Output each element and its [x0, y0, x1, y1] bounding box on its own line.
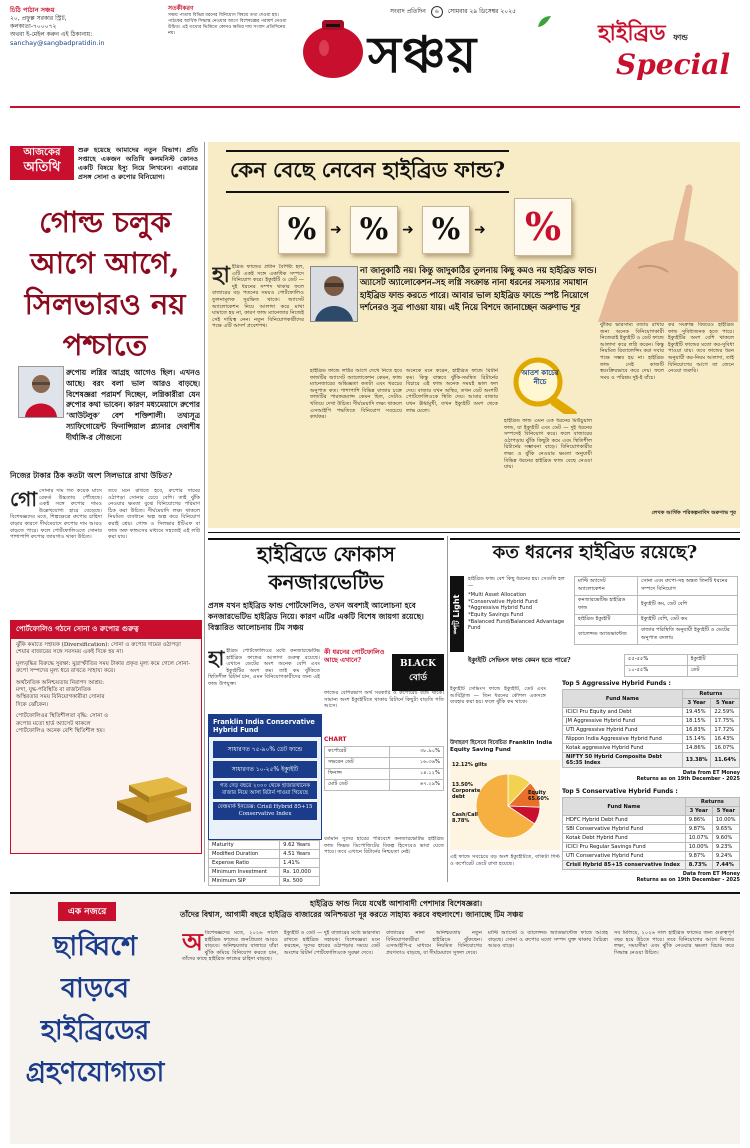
col-fund: Fund Name — [563, 798, 686, 816]
type-name: কনজারভেটিভ হাইব্রিড ফান্ড — [575, 596, 638, 615]
hero-body: হাইব্রিড ফান্ড এমন এক ধরনের মিউচুয়াল ফান্ড, যা ইক্যুইটি এবং ডেট — দুই ধরনের সম্পদেই বিনিয়োগ করে। ফলে বাজারের ওঠাপড়ায় ঝুঁকি কিছুটা কমে এবং স্থিতিশীল রিটার্নের সম্ভাবনা বাড়ে। বিনিয়োগকারীর লক্ষ্য ও ঝুঁকি নেওয়ার ক্ষমতা অনুযায়ী বিভিন্ন ধরনের হাইব্রিড ফান্ড বেছে নেওয়া যায়। — [504, 418, 592, 471]
magnifier-badge-text: আতশ কাচের নীচে — [521, 368, 559, 386]
letters-title: চিঠি পাঠান সঞ্চয় — [10, 6, 55, 14]
portfolio-point: ঝুঁকি কমাতে সহায়ক (Diversification): সোনা ও রুপোর দামের ওঠাপড়া শেয়ার বাজারের সঙ্গে সবসময় একই দিকে হয় না। — [16, 642, 181, 656]
stat-label: Modified Duration — [209, 850, 280, 859]
alloc-value: ১৪.১২% — [390, 769, 444, 780]
return-item: গত দেড় বছরে ২০০০ থেকে হাজারখানেক বাজার নিয়ে আসা রিটার্ন পাওয়া গিয়েছে — [213, 781, 317, 799]
value-cell: 17.72% — [711, 726, 740, 735]
table-row — [575, 626, 738, 645]
table-header-row — [563, 690, 740, 699]
conservative-section — [208, 536, 444, 882]
hero-body: হা ইব্রিড ফান্ডের প্রধান বৈশিষ্ট্য হল, এটি একই সঙ্গে একাধিক সম্পদে বিনিয়োগ করে। ইক্যুইটি ও ডেট — দুই ধরনের সম্পদ থাকার ফলে বাজারের বড় পতনের সময়ও পোর্টফোলিও তুলনামূলক সুরক্ষিত থাকে। অ্যাসেট অ্যালোকেশন নিয়ে আলাদা করে মাথা ঘামাতে হয় না, কারণ ফান্ড ম্যানেজার নিজেই সেই দায়িত্ব নেন। নতুন বিনিয়োগকারীদের পক্ষে এটি আদর্শ প্রবেশপথ। — [212, 264, 304, 330]
table-header-row — [563, 798, 740, 807]
pie-chart — [450, 760, 560, 850]
pie-label: Equity 65.60% — [528, 790, 549, 802]
blackboard-tag: BLACK বোর্ড — [392, 654, 444, 691]
type-name: মাল্টি অ্যাসেট অ্যালোকেশন — [575, 577, 638, 596]
issue-label: সংবাদ প্রতিদিন — [390, 8, 426, 15]
header — [0, 0, 750, 108]
masthead: সঞ্চয় — [368, 25, 478, 84]
conservative-body: হা ইব্রিড পোর্টফোলিওর মধ্যে কনজারভেটিভ হাইব্রিড ফান্ডের আলাদা গুরুত্ব রয়েছে। এখানে ডেটের অংশ অনেক বেশি এবং ইক্যুইটির অংশ কম। তাই কম ঝুঁকিতে স্থিতিশীল রিটার্ন চান, এমন বিনিয়োগকারীদের জন্য এই ফান্ড উপযুক্ত। — [208, 648, 320, 687]
portfolio-box-title: পোর্টফোলিও গঠনে সোনা ও রুপোর গুরুত্ব — [11, 621, 201, 639]
types-table — [574, 576, 738, 645]
list-item: *Balanced Fund/Balanced Advantage Fund — [468, 618, 565, 632]
value-cell: 22.59% — [711, 708, 740, 717]
section-label-line1: আজকের — [23, 147, 61, 158]
value-cell: 10.00% — [685, 843, 712, 852]
conservative-table-title: Top 5 Conservative Hybrid Funds : — [562, 788, 678, 795]
conservative-intro: প্রসঙ্গ যখন হাইব্রিড ফান্ড পোর্টফোলিও, তখন অবশ্যই আলোচনা হবে কনজারভেটিভ হাইব্রিড নিয়ে। কারণ এটির একটি বিশেষ জায়গা রয়েছে। বিস্তারিত আলোচনায় টিম সঞ্চয় — [208, 601, 424, 632]
hero-section — [208, 142, 740, 528]
value-cell: 16.07% — [711, 744, 740, 753]
table-row — [209, 841, 320, 850]
table-row — [563, 861, 740, 870]
fund-cell: SBI Conservative Hybrid Fund — [563, 825, 686, 834]
conservative-table-block — [562, 788, 740, 882]
special-sub: ফান্ড — [673, 32, 688, 42]
aggressive-source-date: Returns as on 19th December - 2025 — [636, 776, 740, 782]
table-row — [563, 843, 740, 852]
value-cell: 16.83% — [682, 726, 711, 735]
bottom-body: বাজারের নানা অনিশ্চয়তায় নতুন বিনিয়োগকারীরা হাইব্রিডে ঝুঁকছেন। এসআইপি-র মাধ্যমে নিয়মিত বিনিয়োগের প্রবণতাও বাড়ছে, যা দীর্ঘমেয়াদে সুফল দেবে। — [386, 930, 482, 956]
percent-block: % — [350, 206, 398, 254]
table-row — [563, 735, 740, 744]
fund-cell: NIFTY 50 Hybrid Composite Debt 65:35 Index — [563, 753, 683, 768]
table-row — [563, 717, 740, 726]
piggy-pot-logo — [298, 10, 368, 80]
aggressive-table — [562, 689, 740, 768]
types-section — [450, 536, 740, 882]
conservative-title: হাইব্রিডে ফোকাস কনজারভেটিভ — [208, 538, 444, 596]
value-cell: 17.75% — [711, 717, 740, 726]
fund-cell: Kotak aggressive Hybrid Fund — [563, 744, 683, 753]
types-body: এই ফান্ডে সবচেয়ে বড় অংশ ইক্যুইটিতে, বাকিটা গিল্ট ও কর্পোরেট ডেটে রাখা হয়েছে। — [450, 854, 560, 867]
col-returns: Returns — [685, 798, 739, 807]
issue-date: সোমবার ২৯ ডিসেম্বর ২০২৫ — [447, 8, 516, 15]
magnifier-badge — [504, 356, 590, 414]
special-word: Special — [616, 48, 731, 81]
list-item: *Aggressive Hybrid Fund — [468, 605, 533, 612]
list-item: *Equity Savings Fund — [468, 611, 524, 618]
table-row — [325, 747, 444, 758]
value-cell: 7.44% — [712, 861, 739, 870]
portfolio-box — [10, 620, 202, 854]
pct: ১০-৫৫% — [625, 666, 688, 677]
aggressive-block — [562, 680, 740, 784]
alloc-label: কর্পোরেট — [325, 747, 390, 758]
hand-image — [578, 182, 738, 322]
pie-label: Cash/Call 8.78% — [452, 812, 478, 824]
aggressive-source: Data from ET Money — [682, 770, 740, 776]
guest-column — [10, 142, 200, 882]
value-cell: 9.24% — [712, 852, 739, 861]
types-list-intro: হাইব্রিড ফান্ড বেশ কিছু ধরনের হয়। সেগুলি হল — — [468, 576, 565, 589]
asset: ইক্যুইটি — [687, 655, 737, 666]
stat-label: Expense Ratio — [209, 859, 280, 868]
percent-block-highlight: % — [514, 198, 572, 256]
table-row — [625, 666, 738, 677]
conservative-body: ফান্ডের বেশিরভাগ অর্থ সরকারি ও কর্পোরেট বন্ডে থাকে। সামান্য অংশ ইক্যুইটিতে থাকায় রিটার্নে কিছুটা বাড়তি গতি আসে। — [324, 690, 444, 710]
fund-card — [208, 714, 322, 840]
special-banner — [598, 20, 738, 90]
col-fund: Fund Name — [563, 690, 683, 708]
equity-savings-table — [624, 654, 738, 677]
fund-cell: ICICI Pru Equity and Debt — [563, 708, 683, 717]
glance-label: এক নজরে — [58, 902, 116, 921]
leaf-icon — [536, 14, 552, 33]
type-name: হাইব্রিড ইক্যুইটি — [575, 615, 638, 626]
stat-label: Minimum SIP — [209, 877, 280, 886]
guest-body: গো সোনার দাম গত কয়েক মাসে রেকর্ড উচ্চতায় পৌঁছেছে। একই সঙ্গে রুপোর দামও উল্লেখযোগ্য হারে বেড়েছে। বিশেষজ্ঞদের মতে, শিল্পক্ষেত্রে রুপোর চাহিদা বাড়ার কারণে দীর্ঘমেয়াদে রুপোর দাম আরও বাড়তে পারে। ফলে পোর্টফোলিওতে সোনার পাশাপাশি রুপোর জায়গাও থাকা উচিত। — [10, 488, 102, 541]
hero-quote: না জানুকাঠি নয়। কিন্তু জাদুকাঠির তুলনায় কিছু কমও নয় হাইব্রিড ফান্ড। অ্যাসেট অ্যালোকেশন-সহ লগ্নি সংক্রান্ত নানা ধরনের সমস্যার সমাধান হাইব্রিড ফান্ড করতে পারে। আবার ভাল হাইব্রিড ফান্ডে স্পষ্ট নিয়োগে দর্শনেরও সুত্র পাওয়া যায়। এই নিয়ে বিশদে জানাচ্ছেন অরুণাভ শূর — [360, 265, 597, 312]
arrow-icon: ➜ — [474, 222, 486, 238]
disclaimer-text: সঞ্চয় পাতায় বিভিন্ন ধরনের বিনিয়োগ বিষয়ে তথ্য দেওয়া হয়। পাঠকের আর্থিক সিদ্ধান্ত নেওয়ার আগে বিশেষজ্ঞের পরামর্শ নেওয়া উচিত। এই তথ্যের ভিত্তিতে কোনও ক্ষতির দায় সংবাদ প্রতিদিনের নয়। — [168, 12, 287, 36]
value-cell: 15.14% — [682, 735, 711, 744]
value-cell: 9.86% — [685, 816, 712, 825]
conservative-body: বর্তমান সুদের হারের পরিবেশে কনজারভেটিভ হাইব্রিড ফান্ড ফিক্সড ডিপোজিটের বিকল্প হিসেবেও ভাবা যেতে পারে। তবে এখানে রিটার্নের নিশ্চয়তা নেই। — [324, 836, 444, 856]
section-intro: শুরু হয়েছে আমাদের নতুন বিভাগ। প্রতি সপ্তাহে একজন অতিথি কলমনিস্ট কোনও একটি বিষয়ে ইস্যু নিয়ে লিখবেন। এবারের প্রসঙ্গ সোনা ও রুপোর বিনিয়োগ। — [78, 146, 198, 181]
type-desc: ইক্যুইটি বেশি, ডেট কম — [638, 615, 738, 626]
table-row — [563, 726, 740, 735]
list-item: *Multi Asset Allocation — [468, 592, 527, 599]
spotlight-tag: স্পট Light — [450, 576, 464, 652]
alloc-label: ফিনান্স — [325, 769, 390, 780]
value-cell: 9.65% — [712, 825, 739, 834]
stat-value: 1.41% — [280, 859, 320, 868]
value-cell: 9.87% — [685, 852, 712, 861]
stat-label: Minimum Investment — [209, 868, 280, 877]
alloc-label: সভরেন ডেট — [325, 758, 390, 769]
table-row — [625, 655, 738, 666]
hero-title: কেন বেছে নেবেন হাইব্রিড ফান্ড? — [226, 150, 509, 193]
value-cell: 11.64% — [711, 753, 740, 768]
allocation-chart — [324, 736, 444, 836]
value-cell: 8.73% — [685, 861, 712, 870]
table-row — [563, 852, 740, 861]
alloc-value: ১৬.৩৬% — [390, 758, 444, 769]
special-title-text: হাইব্রিড — [598, 20, 666, 46]
guest-headline: গোল্ড চলুক আগে আগে, সিলভারও নয় পশ্চাতে — [24, 205, 186, 362]
value-cell: 10.07% — [685, 834, 712, 843]
value-cell: 9.60% — [712, 834, 739, 843]
value-cell: 18.15% — [682, 717, 711, 726]
types-list — [468, 576, 568, 632]
type-desc: সোনা এবং রুপো-সহ অন্তত তিনটি ধরনের সম্পদে বিনিয়োগ — [638, 577, 738, 596]
author-photo — [310, 266, 358, 322]
hero-body: ঝুঁকির ভারসাম্য বজায় রাখার জন্য অনেক বিনিয়োগকারী নিজেরাই ইক্যুইটি ও ডেট ফান্ডে আলাদা করে লগ্নি করেন। কিন্তু নিয়মিত রিব্যালেন্সিং করা সবার পক্ষে সম্ভব হয় না। হাইব্রিড ফান্ড সেই কাজটি স্বয়ংক্রিয়ভাবে করে দেয়। ফলে সময় ও পরিশ্রম দুই-ই বাঁচে। — [600, 322, 664, 381]
col-5y: 5 Year — [711, 699, 740, 708]
fund-cell: Nippon India Aggressive Hybrid Fund — [563, 735, 683, 744]
value-cell: 19.45% — [682, 708, 711, 717]
address-line: ২০, প্রফুল্ল সরকার স্ট্রিট, — [10, 15, 67, 22]
alloc-label: মোট ডেট — [325, 780, 390, 791]
table-row — [575, 577, 738, 596]
gold-bars-image — [111, 751, 197, 825]
stat-value: 9.62 Years — [280, 841, 320, 850]
table-row — [325, 780, 444, 791]
table-row — [563, 753, 740, 768]
table-row — [325, 758, 444, 769]
pie-title: উদাহরণ হিসেবে বিবেচিত Franklin India Equity Saving Fund — [450, 740, 553, 753]
stat-value: 4.51 Years — [280, 850, 320, 859]
stat-value: Rs. 500 — [280, 877, 320, 886]
table-row — [563, 825, 740, 834]
pie-label: 12.12% gilts — [452, 762, 487, 768]
types-body: ইক্যুইটি সেভিংস ফান্ডে ইক্যুইটি, ডেট এবং আর্বিট্রাজ — তিন ধরনের কৌশল একসঙ্গে ব্যবহার করা হয়। ফলে ঝুঁকি কম থাকে। — [450, 686, 546, 706]
arrow-icon: ➜ — [402, 222, 414, 238]
table-row — [209, 859, 320, 868]
bottom-headline: ছাব্বিশে বাড়বে হাইব্রিডের গ্রহণযোগ্যতা — [25, 931, 165, 1088]
fund-cell: HDFC Hybrid Debt Fund — [563, 816, 686, 825]
lead-question: নিজের টাকার ঠিক কতটা অংশ সিলভারে রাখা উচিত? — [10, 471, 173, 480]
alloc-value: ৬৭.২৯% — [390, 780, 444, 791]
hero-body: অনেকে মনে করেন, হাইব্রিড ফান্ডে রিটার্ন কম। কিন্তু বাস্তবে ঝুঁকি-সমন্বিত রিটার্নের বিচারে এই ফান্ড অনেক সময়ই ভাল ফল দেয়। বাজার যখন অস্থির, তখন ডেট অংশটি পোর্টফোলিওকে স্থিতি দেয়। আবার বাজার যখন ঊর্ধ্বমুখী, তখন ইক্যুইটি অংশ থেকে লাভ মেলে। — [406, 368, 498, 414]
bottom-point: মাল্টি অ্যাসেট ও ব্যালেন্সড অ্যাডভান্টেজ ফান্ডে আগ্রহ বাড়ছে। — [488, 930, 608, 943]
portfolio-point: মূল্যবৃদ্ধির বিরুদ্ধে সুরক্ষা: মুদ্রাস্ফীতির সময় টাকার প্রকৃত মূল্য কমে গেলে সোনা-রুপো সম্পদের মূল্য ধরে রাখতে সাহায্য করে। — [16, 660, 191, 675]
value-cell: 13.38% — [682, 753, 711, 768]
section-label — [10, 146, 74, 180]
fund-cell: JM Aggressive Hybrid Fund — [563, 717, 683, 726]
fund-cell: Kotak Debt Hybrid Fund — [563, 834, 686, 843]
col-5y: 5 Year — [712, 807, 739, 816]
allocation-table — [324, 746, 444, 791]
percent-block: % — [422, 206, 470, 254]
issue-line — [390, 6, 516, 18]
alloc-value: ৩৮.৯০% — [390, 747, 444, 758]
disclaimer-box — [168, 6, 288, 37]
author-photo — [18, 366, 64, 418]
hero-body: কর সংক্রান্ত বিষয়েও হাইব্রিড ফান্ড সুবিধাজনক হতে পারে। ইক্যুইটির অংশ বেশি থাকলে ইক্যুইটি ফান্ডের মতো কর-সুবিধা পাওয়া যায়। তবে ফান্ডের ধরন অনুযায়ী কর-নিয়ম আলাদা, তাই বিনিয়োগের আগে তা জেনে নেওয়া জরুরি। — [668, 322, 734, 375]
author-note: লেখক আর্থিক পরিকল্পনাবিদ অরুণাভ শূর — [651, 510, 736, 516]
col-returns: Returns — [682, 690, 739, 699]
value-cell: 14.86% — [682, 744, 711, 753]
return-item: বেঞ্চমার্ক ইনডেক্স: Crisil Hybrid 85+15 Conservative Index — [213, 802, 317, 820]
disclaimer-title: সতর্কীকরণ — [168, 5, 194, 12]
table-row — [563, 744, 740, 753]
portfolio-points — [11, 639, 201, 738]
bottom-point: বাজারের নানা অনিশ্চয়তায় নতুন বিনিয়োগকারীরা হাইব্রিডে ঝুঁকছেন। — [386, 930, 482, 943]
table-row — [563, 708, 740, 717]
table-row — [575, 596, 738, 615]
value-cell: 16.43% — [711, 735, 740, 744]
table-row — [563, 816, 740, 825]
letters-box — [10, 6, 140, 48]
conservative-table-source-date: Returns as on 19th December - 2025 — [636, 877, 740, 883]
table-row — [575, 615, 738, 626]
return-item: সাধারণত ৭৫-৯০% ডেট ফান্ডে — [213, 741, 317, 758]
equity-savings-question: ইক্যুইটি সেভিংস ফান্ড কেমন হতে পারে? — [468, 656, 571, 664]
types-title: কত ধরনের হাইব্রিড রয়েছে? — [450, 538, 740, 566]
value-cell: 10.00% — [712, 816, 739, 825]
table-row — [209, 877, 320, 886]
bottom-body: ইক্যুইটি ও ডেট — দুই বাজারের মধ্যে ভারসাম্য রাখতে হাইব্রিড সহায়ক। বিশেষজ্ঞরা মনে করছেন, সুদের হারের ওঠাপড়ার সময়ে ডেট অংশের রিটার্ন পোর্টফোলিওকে সুরক্ষা দেবে। — [284, 930, 380, 956]
pct: ৫৫-৫৫% — [625, 655, 688, 666]
value-cell: 9.23% — [712, 843, 739, 852]
bottom-section — [10, 892, 740, 1144]
conservative-table-source: Data from ET Money — [682, 871, 740, 877]
address-line: কলকাতা-৭০০০৭২ — [10, 23, 57, 30]
percent-block: % — [278, 206, 326, 254]
col-3y: 3 Year — [682, 699, 711, 708]
aggressive-title: Top 5 Aggressive Hybrid Funds : — [562, 680, 671, 687]
bottom-dek2: তাঁদের বিশ্বাস, আগামী বছরে হাইব্রিড বাজারের অনিশ্চয়তা দূর করতে সাহায্য করবে বহুলাংশে। জানাচ্ছে টিম সঞ্চয় — [180, 910, 524, 919]
pie-label: 13.50% Corporate debt — [452, 782, 481, 800]
portfolio-point: পোর্টফোলিওর স্থিতিশীলতা বৃদ্ধি: সোনা ও রুপোর মতো হার্ড অ্যাসেট থাকলে পোর্টফোলিও অনেক বেশি স্থিতিশীল হয়। — [16, 713, 109, 735]
arrow-icon: ➜ — [330, 222, 342, 238]
stat-value: Rs. 10,000 — [280, 868, 320, 877]
bottom-body: অ বিশেষজ্ঞদের মতে, ২০২৬ সালে হাইব্রিড ফান্ডের জনপ্রিয়তা আরও বাড়বে। অনিশ্চয়তার বাজারে যাঁরা ঝুঁকি কমিয়ে বিনিয়োগ করতে চান, তাঁদের কাছে হাইব্রিড ফান্ডের চাহিদা বাড়ছে। — [182, 930, 278, 963]
bottom-point: বিশেষজ্ঞদের মতে, ২০২৬ সালে হাইব্রিড ফান্ডের জনপ্রিয়তা আরও বাড়বে। — [204, 930, 278, 950]
address-line: অথবা ই-মেইল করুন এই ঠিকানায়: — [10, 31, 93, 38]
type-desc: বাজার পরিস্থিতি অনুযায়ী ইক্যুইটি ও ডেটের অনুপাত বদলায় — [638, 626, 738, 645]
hero-body: হাইব্রিড ফান্ডে লগ্নির আগে দেখে নিতে হবে ফান্ডটির অ্যাসেট অ্যালোকেশন কেমন, ফান্ড ম্যানেজারের অভিজ্ঞতা কতটা এবং খরচের অনুপাত কত। পাশাপাশি বিভিন্ন বাজার চক্রে ফান্ডটির পারফরম্যান্স কেমন ছিল, সেটাও খতিয়ে দেখা উচিত। দীর্ঘমেয়াদি লক্ষ্য থাকলে এসআইপি পদ্ধতিতে বিনিয়োগ সবচেয়ে কার্যকর। — [310, 368, 402, 421]
list-item: *Conservative Hybrid Fund — [468, 598, 538, 605]
guest-body: তবে মনে রাখতে হবে, রুপোর দামের ওঠাপড়া সোনার চেয়ে বেশি। তাই ঝুঁকি নেওয়ার ক্ষমতা বুঝে বিনিয়োগের পরিমাণ ঠিক করা উচিত। দীর্ঘমেয়াদি লক্ষ্য থাকলে নিয়মিত ব্যবধানে অল্প অল্প করে বিনিয়োগ করাই শ্রেয়। গোল্ড ও সিলভার ইটিএফ বা ফান্ড অফ ফান্ডসের মাধ্যমে সহজেই এই লগ্নি করা যায়। — [108, 488, 200, 541]
chart-label: CHART — [324, 736, 347, 743]
special-title — [598, 20, 738, 50]
col-3y: 3 Year — [685, 807, 712, 816]
stat-label: Maturity — [209, 841, 280, 850]
portfolio-point: অর্থনৈতিক অনিশ্চয়তায় নিরাপদ আশ্রয়: মন্দা, যুদ্ধ-পরিস্থিতি বা রাজনৈতিক অস্থিরতার সময় বিনিয়োগকারীরা সোনার দিকে ঝোঁকেন। — [16, 679, 105, 708]
fund-cell: Crisil Hybrid 85+15 conservative Index — [563, 861, 686, 870]
fund-stats-table — [208, 840, 320, 886]
return-item: সাধারণত ১০-২৫% ইক্যুইটি — [213, 761, 317, 778]
bottom-body: মাল্টি অ্যাসেট ও ব্যালেন্সড অ্যাডভান্টেজ ফান্ডে আগ্রহ বাড়ছে। সোনা ও রুপোর মতো সম্পদ যুক্ত থাকায় বৈচিত্র্য আরও বাড়ে। — [488, 930, 608, 950]
table-row — [209, 868, 320, 877]
fund-name: Franklin India Conservative Hybrid Fund — [209, 715, 321, 737]
table-row — [209, 850, 320, 859]
type-desc: ইক্যুইটি কম, ডেট বেশি — [638, 596, 738, 615]
page-number: ৬ — [431, 6, 443, 18]
fund-cell: UTI Aggressive Hybrid Fund — [563, 726, 683, 735]
section-label-line2: অতিথি — [23, 160, 61, 175]
type-name: ব্যালেন্সড অ্যাডভান্টেজ — [575, 626, 638, 645]
bottom-dek: হাইব্রিড ফান্ড নিয়ে যথেষ্ট আশাবাদী পেশাদার বিশেষজ্ঞরা। — [310, 899, 483, 908]
conservative-fund-table — [562, 797, 740, 870]
email-link[interactable]: sanchay@sangbadpratidin.in — [10, 39, 105, 47]
table-row — [325, 769, 444, 780]
value-cell: 9.87% — [685, 825, 712, 834]
guest-byline: রুপোয় লগ্নির আগ্রহ আগেও ছিল। এখনও আছে। বরং বলা ভাল আরও বাড়ছে। বিশেষজ্ঞরা পরামর্শ দিচ্ছেন, লগ্নিকারীরা যেন রুপোর কথা ভাবেন। কারণ মধ্যমেয়াদে রুপোর ‘আউটলুক’ বেশ শক্তিশালী। তথ্যসূত্র স্যাফিগোয়েন্ট ফিনান্সিয়াল প্ল্যানার দেবাশীষ দীর্ঘাঙ্গি-র সৌজন্যে — [66, 368, 200, 442]
asset: ডেট — [687, 666, 737, 677]
table-row — [563, 834, 740, 843]
bottom-point: ইক্যুইটি ও ডেট — দুই বাজারের মধ্যে ভারসাম্য রাখতে হাইব্রিড সহায়ক। — [284, 930, 380, 943]
bottom-body: সব মিলিয়ে, ২০২৬ সাল হাইব্রিড ফান্ডের জন্য গুরুত্বপূর্ণ বছর হয়ে উঠতে পারে। তবে বিনিয়োগের আগে নিজের লক্ষ্য, সময়সীমা এবং ঝুঁকি নেওয়ার ক্ষমতা বিচার করে সিদ্ধান্ত নেওয়া উচিত। — [614, 930, 734, 956]
fund-cell: UTI Conservative Hybrid Fund — [563, 852, 686, 861]
qa-title: কী ধরনের পোর্টফোলিও আছে এখানে? — [324, 648, 385, 664]
fund-cell: ICICI Pru Regular Savings Fund — [563, 843, 686, 852]
